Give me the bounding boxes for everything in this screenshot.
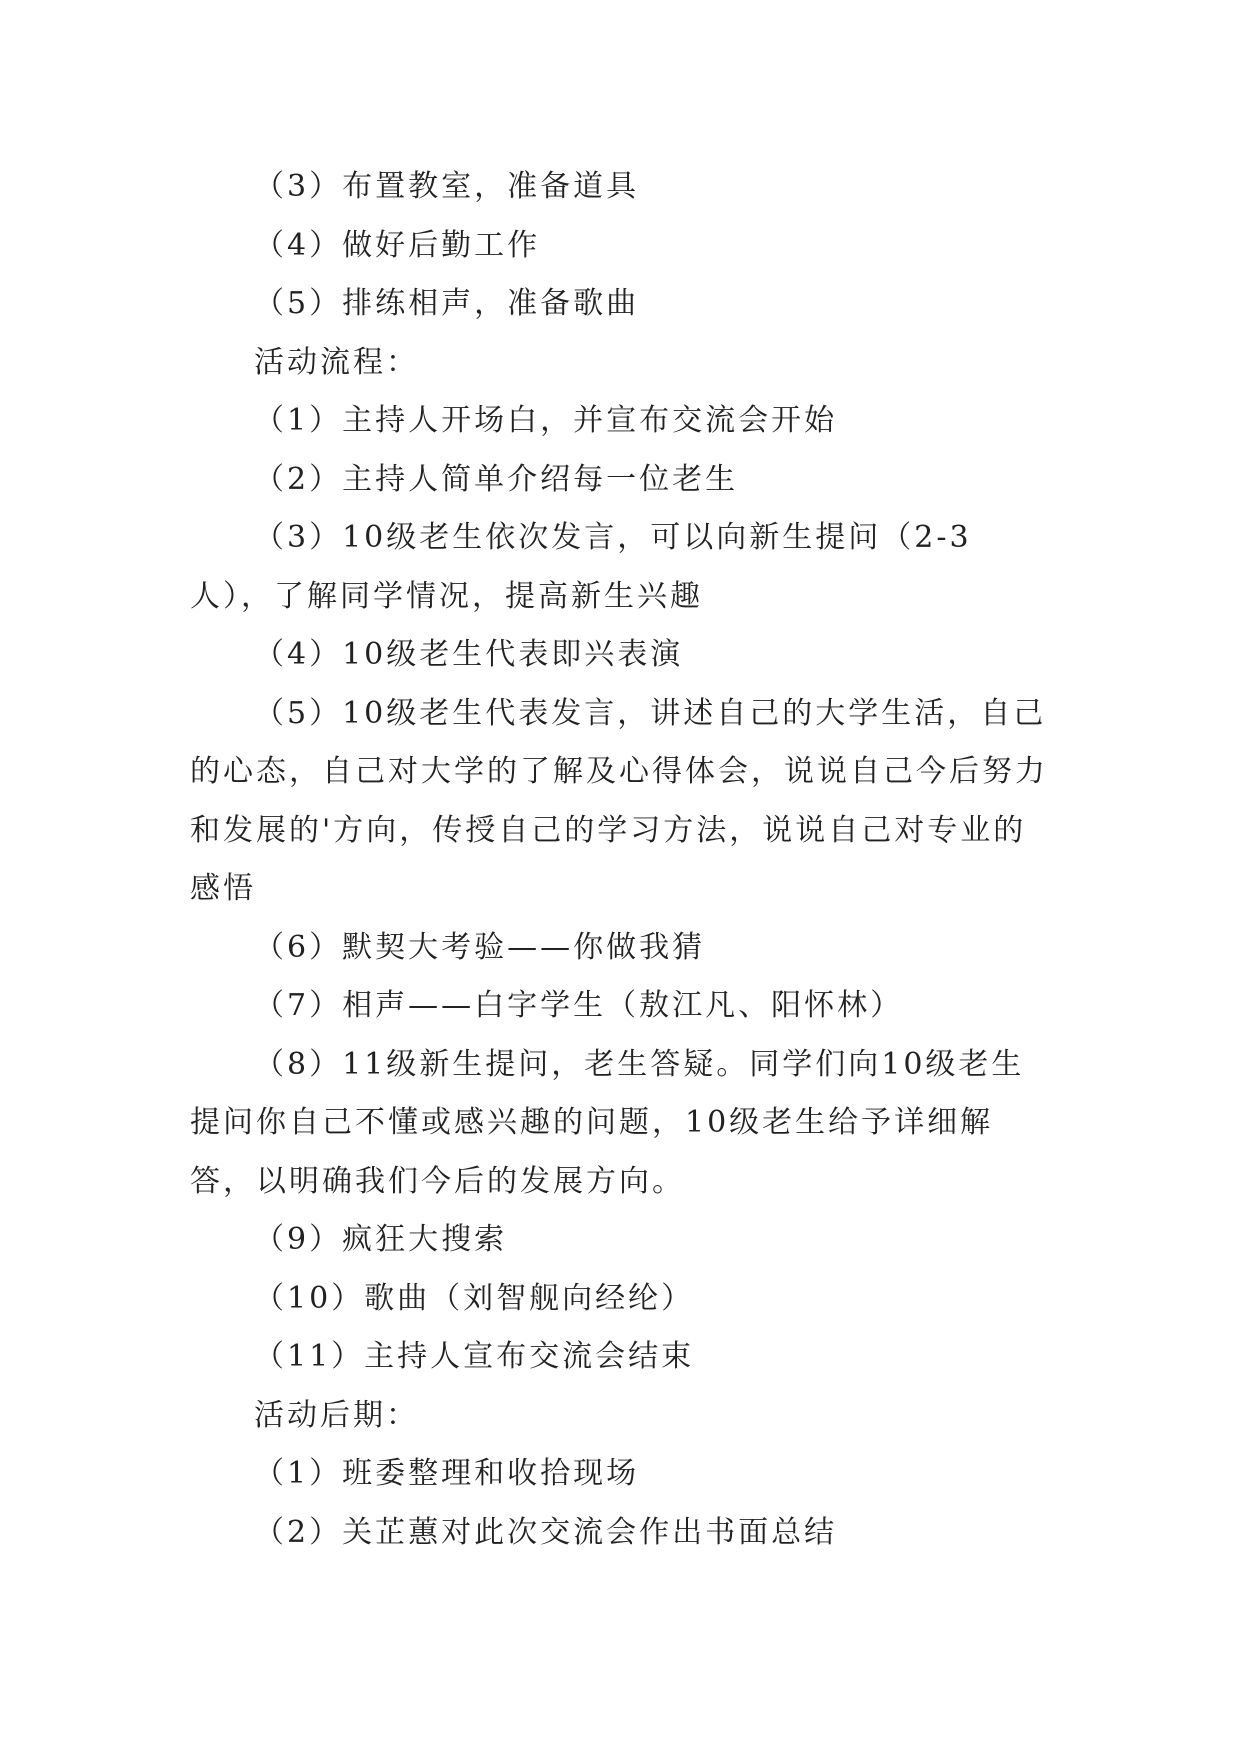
section-heading: 活动流程： <box>254 344 419 380</box>
paragraph: （4）做好后勤工作 <box>254 227 541 263</box>
paragraph: （7）相声——白字学生（敖江凡、阳怀林） <box>254 988 904 1023</box>
paragraph: （11）主持人宣布交流会结束 <box>254 1339 695 1374</box>
document-body <box>190 158 1050 1562</box>
paragraph: （9）疯狂大搜索 <box>254 1222 508 1257</box>
paragraph: （1）主持人开场白，并宣布交流会开始 <box>254 403 838 438</box>
paragraph: （2）主持人简单介绍每一位老生 <box>254 461 739 497</box>
paragraph: （5）10级老生代表发言，讲述自己的大学生活，自己的心态，自己对大学的了解及心得体会，说说自己今后努力和发展的'方向，传授自己的学习方法，说说自己对专业的感悟 <box>190 695 1048 906</box>
paragraph: （4）10级老生代表即兴表演 <box>254 637 684 672</box>
paragraph: （8）11级新生提问，老生答疑。同学们向10级老生提问你自己不懂或感兴趣的问题，10级老生给予详细解答，以明确我们今后的发展方向。 <box>190 1046 1025 1199</box>
paragraph: （6）默契大考验——你做我猜 <box>254 929 706 965</box>
paragraph: （2）关芷蕙对此次交流会作出书面总结 <box>254 1514 838 1550</box>
paragraph: （1）班委整理和收拾现场 <box>254 1456 640 1491</box>
paragraph: （3）10级老生依次发言，可以向新生提问（2-3人），了解同学情况，提高新生兴趣 <box>190 520 972 614</box>
paragraph: （10）歌曲（刘智舰向经纶） <box>254 1280 695 1316</box>
paragraph: （3）布置教室，准备道具 <box>254 169 640 204</box>
section-heading: 活动后期： <box>254 1397 419 1433</box>
paragraph: （5）排练相声，准备歌曲 <box>254 286 640 321</box>
